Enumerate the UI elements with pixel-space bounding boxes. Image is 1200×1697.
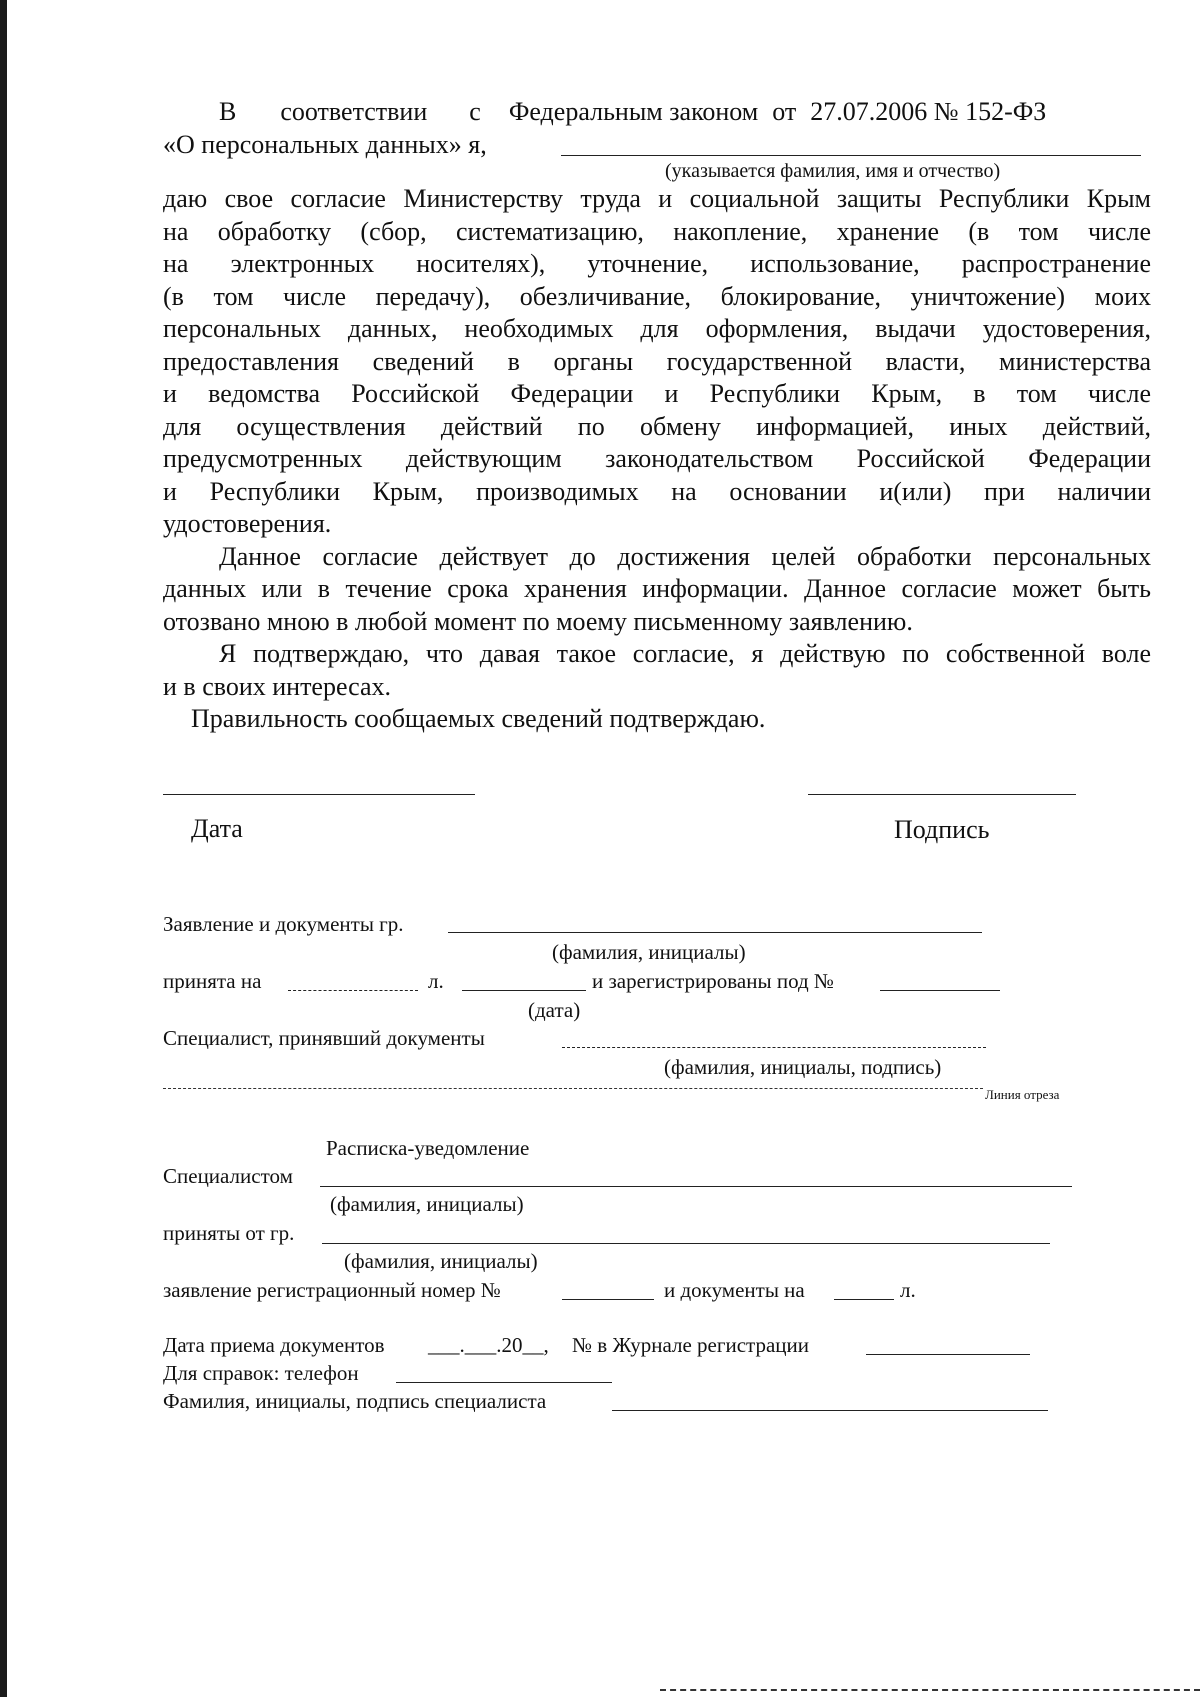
scan-edge — [0, 0, 7, 1697]
body-line: на обработку (сбор, систематизацию, накопление, хранение (в том числе — [163, 216, 1151, 246]
accepted-from-line[interactable] — [322, 1243, 1050, 1244]
fio-hint-receipt-1: (фамилия, инициалы) — [330, 1192, 524, 1216]
body-line: и ведомства Российской Федерации и Республики Крым, в том числе — [163, 379, 1151, 408]
specialist-line[interactable] — [562, 1047, 986, 1048]
opening-w5: от — [772, 97, 797, 126]
cut-line-label: Линия отреза — [985, 1087, 1060, 1102]
specialist-sign-line[interactable] — [612, 1410, 1048, 1411]
body-line: предусмотренных действующим законодательством Российской Федерации — [163, 444, 1151, 473]
signature-line[interactable] — [808, 794, 1076, 795]
confirm-line: и в своих интересах. — [163, 671, 392, 701]
l-abbr-reg: л. — [428, 969, 444, 993]
body-line: удостоверения. — [163, 509, 332, 538]
docs-from-label: Заявление и документы гр. — [163, 912, 404, 936]
fio-hint: (указывается фамилия, имя и отчество) — [665, 160, 1001, 182]
confirm-line: Я подтверждаю, что давая такое согласие, я действую по собственной воле — [219, 639, 1151, 668]
body-line: персональных данных, необходимых для оформления, выдачи удостоверения, — [163, 314, 1151, 343]
opening-w6: 27.07.2006 № 152-ФЗ — [810, 97, 1047, 126]
journal-label: № в Журнале регистрации — [572, 1333, 809, 1357]
opening-line — [163, 96, 1151, 129]
accepted-on-label: принята на — [163, 969, 262, 993]
body-line: даю свое согласие Министерству труда и социальной защиты Республики Крым — [163, 184, 1151, 213]
fio-line[interactable] — [561, 135, 1141, 156]
opening-w3: с — [469, 97, 481, 126]
validity-line: данных или в течение срока хранения информации. Данное согласие может быть — [163, 574, 1151, 603]
consent-body — [163, 183, 1151, 736]
consent-text — [163, 96, 1151, 736]
by-specialist-line[interactable] — [320, 1186, 1072, 1187]
opening-w4: Федеральным законом — [508, 97, 759, 126]
phone-label: Для справок: телефон — [163, 1361, 359, 1385]
opening-line-2 — [163, 129, 1151, 162]
and-docs-on-label: и документы на — [664, 1278, 805, 1302]
body-line: для осуществления действий по обмену информацией, иных действий, — [163, 411, 1151, 441]
body-line: предоставления сведений в органы государственной власти, министерства — [163, 346, 1151, 376]
specialist-label: Специалист, принявший документы — [163, 1026, 485, 1050]
date-received-label: Дата приема документов — [163, 1333, 385, 1357]
journal-line[interactable] — [866, 1354, 1030, 1355]
app-reg-no-label: заявление регистрационный номер № — [163, 1278, 501, 1302]
docs-from-line[interactable] — [448, 932, 982, 933]
registered-under-label: и зарегистрированы под № — [592, 969, 834, 993]
body-line: (в том числе передачу), обезличивание, блокирование, уничтожение) моих — [163, 281, 1151, 311]
signature-label: Подпись — [894, 815, 990, 844]
fio-hint-reg: (фамилия, инициалы) — [552, 940, 746, 964]
bottom-scan-mark — [660, 1689, 1200, 1691]
docs-sheets-line[interactable] — [834, 1299, 894, 1300]
phone-line[interactable] — [396, 1382, 612, 1383]
opening-w1: В — [219, 97, 237, 126]
specialist-sign-label: Фамилия, инициалы, подпись специалиста — [163, 1389, 547, 1413]
sheets-line[interactable] — [462, 990, 586, 991]
cut-line — [163, 1088, 983, 1089]
opening-w2: соответствии — [280, 97, 428, 126]
correctness-line: Правильность сообщаемых сведений подтверждаю. — [191, 704, 766, 733]
validity-line: отозвано мною в любой момент по моему письменному заявлению. — [163, 606, 913, 636]
validity-line: Данное согласие действует до достижения целей обработки персональных — [219, 541, 1151, 571]
by-specialist-label: Специалистом — [163, 1164, 293, 1188]
body-line: и Республики Крым, производимых на основании и(или) при наличии — [163, 476, 1151, 506]
l-abbr-receipt: л. — [900, 1278, 916, 1302]
law-title: «О персональных данных» я, — [163, 129, 487, 159]
date-template: ___.___.20__, — [428, 1333, 549, 1357]
date-label: Дата — [191, 814, 243, 843]
accepted-from-label: приняты от гр. — [163, 1221, 295, 1245]
app-reg-no-line[interactable] — [562, 1299, 654, 1300]
accepted-date-line[interactable] — [288, 990, 418, 991]
body-line: на электронных носителях), уточнение, использование, распространение — [163, 249, 1151, 278]
date-line[interactable] — [163, 794, 475, 795]
fio-hint-receipt-2: (фамилия, инициалы) — [344, 1249, 538, 1273]
fio-sign-hint: (фамилия, инициалы, подпись) — [664, 1055, 942, 1079]
date-hint-reg: (дата) — [528, 998, 581, 1022]
reg-number-line[interactable] — [880, 990, 1000, 991]
receipt-title: Расписка-уведомление — [326, 1136, 530, 1160]
